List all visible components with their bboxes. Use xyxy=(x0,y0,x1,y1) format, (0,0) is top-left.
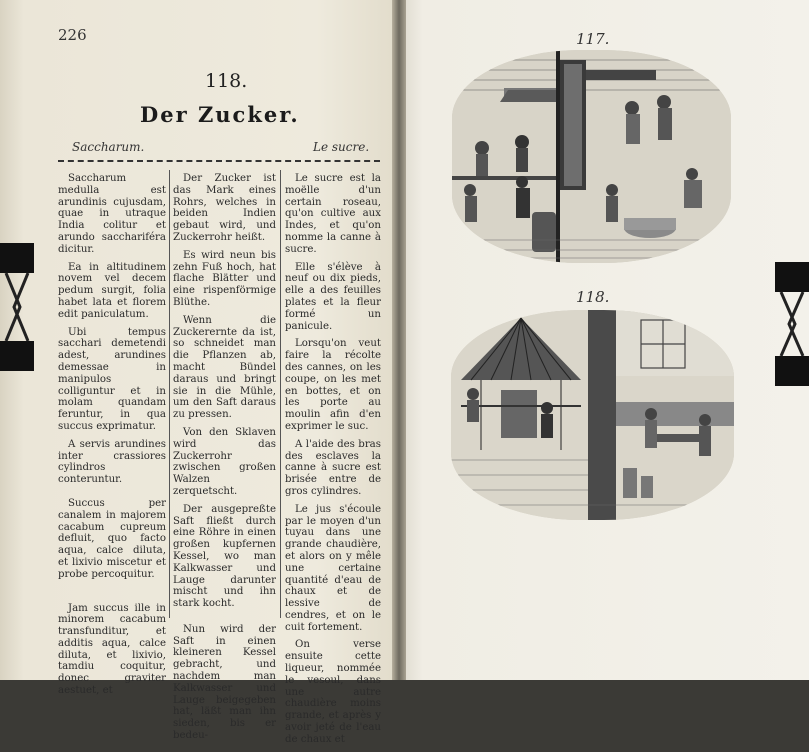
ornamental-rule xyxy=(58,160,380,166)
latin-paragraph: Ubi tempus sacchari demetendi adest, arundines demessae in manipulos colliguntur et in molam quandam feruntur, in qua succus exprimatur. xyxy=(58,326,166,432)
left-page xyxy=(0,0,398,745)
latin-paragraph: Ea in altitudinem novem vel decem pedum surgit, folia habet lata et florem edit paniculatum. xyxy=(58,261,166,320)
chapter-number: 118. xyxy=(205,70,248,92)
latin-paragraph: A servis arundines inter crassiores cylindros conteruntur. xyxy=(58,438,166,486)
latin-paragraph: Saccharum medulla est arundinis cujusdam, quae in utraque India colitur et arundo sacchariféra dicitur. xyxy=(58,173,166,255)
french-paragraph: Elle s'élève à neuf ou dix pieds, elle a des feuilles plates et la fleur formé un panicule. xyxy=(285,261,381,332)
german-paragraph: Von den Sklaven wird das Zuckerrohr zwischen großen Walzen zerquetscht. xyxy=(173,426,276,497)
latin-paragraph: Succus per canalem in majorem cacabum cupreum defluit, quo facto aqua, calce diluta, et lixivio miscetur et probe percoquitur. xyxy=(58,497,166,580)
figure-118-engraving xyxy=(451,310,734,520)
french-paragraph: A l'aide des bras des esclaves la canne à sucre est brisée entre de gros cylindres. xyxy=(285,438,381,497)
french-paragraph: On verse ensuite cette liqueur, nommée le vesoul, dans une autre chaudière moins grande, et après y avoir jeté de l'eau de chaux et xyxy=(285,639,381,745)
book-spine xyxy=(392,0,406,680)
french-paragraph: Le jus s'écoule par le moyen d'un tuyau dans une grande chaudière, et alors on y mêle une certaine quantité d'eau de chaux et de lessive de cendres, et on le cuit fortement. xyxy=(285,503,381,633)
german-paragraph: Der Zucker ist das Mark eines Rohrs, welches in beiden Indien gebaut wird, und Zuckerrohr heißt. xyxy=(173,173,276,243)
german-paragraph: Wenn die Zuckerernte da ist, so schneidet man die Pflanzen ab, macht Bündel daraus und bringt sie in die Mühle, um den Saft daraus zu pressen. xyxy=(173,314,276,421)
german-paragraph: Der ausgepreßte Saft fließt durch eine Röhre in einen großen kupfernen Kessel, wo man Kalkwasser und Lauge darunter mischt und ihn stark kocht. xyxy=(173,503,276,610)
french-subtitle: Le sucre. xyxy=(313,140,370,154)
latin-paragraph: Jam succus ille in minorem cacabum transfunditur, et additis aqua, calce diluta, et lixivio, tamdiu coquitur, donec graviter aestuet, et xyxy=(58,602,166,697)
binder-clip-icon xyxy=(775,262,809,388)
french-column xyxy=(285,173,381,752)
german-column xyxy=(173,173,276,748)
binder-clip-icon xyxy=(0,243,34,373)
column-divider xyxy=(280,170,281,618)
chapter-title: Der Zucker. xyxy=(140,102,300,127)
figure-118-label: 118. xyxy=(576,288,610,306)
latin-subtitle: Saccharum. xyxy=(72,140,145,154)
latin-column xyxy=(58,173,166,703)
french-paragraph: Lorsqu'on veut faire la récolte des cannes, on les coupe, on les met en bottes, et on les porte au moulin afin d'en exprimer le suc. xyxy=(285,338,381,432)
french-paragraph: Le sucre est la moëlle d'un certain roseau, qu'on cultive aux Indes, et qu'on nomme la canne à sucre. xyxy=(285,173,381,255)
figure-117-label: 117. xyxy=(576,30,610,48)
column-divider xyxy=(169,170,170,618)
figure-117-engraving xyxy=(452,50,731,263)
german-paragraph: Es wird neun bis zehn Fuß hoch, hat flache Blätter und eine rispenförmige Blüthe. xyxy=(173,249,276,308)
page-number: 226 xyxy=(58,26,87,44)
german-paragraph: Nun wird der Saft in einen kleineren Kessel gebracht, und nachdem man Kalkwasser und Lauge beigegeben hat, läßt man ihn sieden, bis er bedeu- xyxy=(173,623,276,742)
